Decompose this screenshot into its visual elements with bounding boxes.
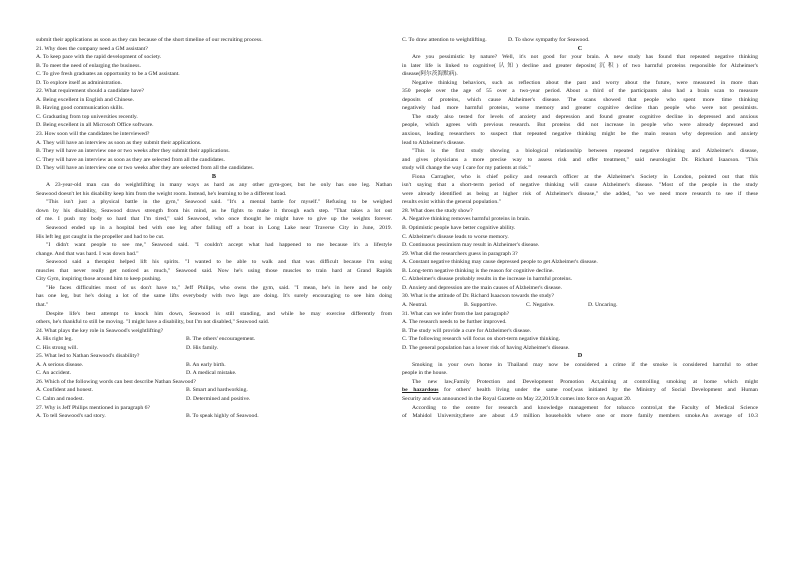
paragraph-line: Security and was announced in the Royal Gazette on May 22,2019.It comes into force on August 20. — [402, 395, 632, 402]
paragraph-line: change. And that was hard. I was down bad." — [36, 250, 139, 257]
paragraph-line: City Gym, inspiring those around him to keep pushing. — [36, 276, 162, 283]
paragraph-line: study will change the way I care for my patients at risk." — [402, 165, 531, 172]
option-text: A. Neutral. — [402, 301, 428, 308]
question-text: 26. Which of the following words can best describe Nathan Seawood? — [36, 378, 196, 385]
question-text: 24. What plays the key role in Seawood's weightlifting? — [36, 327, 164, 334]
question-line: B. They will have an interview one or two weeks after they submit their applications. — [36, 148, 230, 155]
paragraph-line: of me. I push my body so hard that I'm tired," said Seawood, who once thought he might have to give up the weights forever. — [36, 216, 392, 223]
option-text: B. Optimistic people have better cognitive ability. — [402, 225, 516, 232]
paragraph-line: Smoking in your own home in Thailand may now be considered a crime if the smoke is considered harmful to other — [412, 361, 758, 368]
option-text: B. Smart and hardworking. — [186, 387, 248, 394]
paragraph-line: lead to Alzheimer's disease. — [402, 139, 465, 146]
paragraph-line: Negative thinking behaviors, such as reflection about the past and worry about the future, were measured in more than — [412, 79, 758, 86]
paragraph-text: for others' health living under the same roof,was initiated by the Ministry of Social Development and Human — [438, 387, 758, 394]
paragraph-line: in later life is linked to cognitive(认知) decline and greater deposits(沉积) of two harmful proteins responsible for Alzheimer's — [402, 62, 758, 69]
paragraph-line — [402, 386, 758, 395]
option-row — [36, 386, 392, 395]
paragraph-line: Seawood ended up in a hospital bed with one leg after falling off a boat in Long Lake near Traverse City in June, 2019. — [46, 225, 392, 232]
paragraph-line: others, he's thankful to still be moving. "I might have a disability, but I'm not disabled," Seawood said. — [36, 319, 270, 326]
left-column — [36, 36, 392, 558]
option-text: B. An early birth. — [186, 361, 226, 368]
paragraph-line: deposits of proteins, which cause Alzheimer's disease. The scans showed that people who spent more time thinking — [402, 96, 758, 103]
section-heading: D — [577, 352, 583, 360]
paragraph-line: results exist within the general population." — [402, 199, 501, 206]
question-line: C. Graduating from top universities recently. — [36, 113, 138, 120]
paragraph-line: A 23-year-old man can do weightlifting in many ways as hard as any other gym-goer, but he only has one leg. Nathan — [46, 182, 392, 189]
option-row — [36, 369, 392, 378]
paragraph-line: people, which agrees with previous research. But proteins did not increase in people who were already depressed and — [402, 122, 758, 129]
paragraph-line: and gives physicians a more precise way to assess risk and offer treatment," said neurologist Dr. Richard Isaacson. "This — [402, 156, 758, 163]
option-row — [36, 395, 392, 404]
paragraph-line: Fiona Carragher, who is chief policy and research officer at the Alzheimer's Society in London, pointed out that this — [412, 173, 758, 180]
paragraph-line: that." — [36, 301, 49, 308]
option-text: D. Anxiety and depression are the main causes of Alzheimer's disease. — [402, 284, 562, 291]
option-text: A. The research needs to be further improved. — [402, 319, 507, 326]
option-text: D. Uncaring. — [588, 301, 618, 308]
paragraph-line: According to the centre for research and knowledge management for tobacco control,at the Faculty of Medical Science — [412, 404, 758, 411]
paragraph-line: negatively had more harmful proteins, worse memory and greater cognitive decline than people who were not pessimists. — [402, 105, 758, 112]
option-text: C. His strong will. — [36, 344, 78, 351]
option-text: D. To show sympathy for Seawood. — [508, 37, 590, 43]
option-row — [36, 361, 392, 370]
paragraph-line: "This isn't just a physical battle in the gym," Seawood said. "It's a mental battle for myself." Refusing to be weighed — [46, 199, 392, 206]
option-text: D. Determined and positive. — [186, 395, 251, 402]
question-text: 28. What does the study show? — [402, 207, 473, 214]
question-line: B. Having good communication skills. — [36, 105, 124, 112]
option-row — [402, 301, 758, 310]
paragraph-line: Seawood doesn't let his disability keep him from the weight room. Instead, he's learning to be a different load. — [36, 190, 287, 197]
paragraph-line: muscles that never really get noticed as much," Seawood said. Now he's using those muscles to train hard at Grand Rapids — [36, 267, 392, 274]
paragraph-line: were already identified as being at higher risk of Alzheimer's disease," she added, "so we need more research to see if these — [402, 190, 758, 197]
paragraph-line: Are you pessimistic by nature? Well, it's not good for your brain. A new study has found that repeated negative thinking — [412, 54, 758, 61]
right-column — [402, 36, 758, 558]
question-line: D. Being excellent in all Microsoft Office software. — [36, 122, 154, 129]
question-line: D. They will have an interview one or two weeks after they are selected from all the candidates. — [36, 165, 254, 172]
option-row — [402, 36, 758, 45]
paragraph-line: of Mahidol University,there are about 4.9 million households where one or more family members smoke.An average of 10.3 — [402, 413, 758, 420]
paragraph-line: His left leg got caught in the propeller and had to be cut. — [36, 233, 165, 240]
option-row — [36, 344, 392, 353]
option-text: A. His right leg. — [36, 336, 73, 343]
paragraph-line: Seawood said a therapist helped lift his spirits. "I wanted to be able to walk and that was difficult because I'm using — [46, 259, 392, 266]
option-text: D. His family. — [186, 344, 219, 351]
paragraph-line: isn't saying that a short-term period of negative thinking will cause Alzheimer's disease. "Most of the people in the study — [402, 182, 758, 189]
option-text: A. To tell Seawood's sad story. — [36, 413, 106, 420]
option-text: C. Calm and modest. — [36, 395, 84, 402]
paragraph-line: has one leg, but he's doing a lot of the same lifts everybody with two legs are doing. It's surely encouraging to see him doing — [36, 293, 392, 300]
question-line: A. They will have an interview as soon as they submit their applications. — [36, 139, 202, 146]
question-text: 30. What is the attitude of Dr. Richard Isaacson towards the study? — [402, 293, 554, 300]
paragraph-line: The study also tested for levels of anxiety and depression and found greater cognitive decline in depressed and anxious — [412, 113, 758, 120]
question-line: A. To keep pace with the rapid development of society. — [36, 54, 162, 61]
option-text: B. Long-term negative thinking is the reason for cognitive decline. — [402, 267, 554, 274]
option-text: A. Confident and honest. — [36, 387, 94, 394]
question-line: A. Being excellent in English and Chinese. — [36, 96, 134, 103]
option-text: A. Constant negative thinking may cause depressed people to get Alzheimer's disease. — [402, 259, 598, 266]
question-line: C. To give fresh graduates an opportunity to be a GM assistant. — [36, 71, 180, 78]
paragraph-line: The new law,Family Protection and Development Promotion Act,aiming at controlling smoking at home which might — [412, 378, 758, 385]
question-text: 29. What did the researchers guess in paragraph 3? — [402, 250, 518, 257]
option-text: C. To draw attention to weightlifting. — [402, 37, 487, 43]
option-text: C. An accident. — [36, 370, 72, 377]
option-text: D. The general population has a lower risk of having Alzheimer's disease. — [402, 344, 570, 351]
paragraph-line: Despite life's best attempt to knock him down, Seawood is still standing, and while he may exercise differently from — [46, 310, 392, 317]
section-heading: B — [211, 172, 217, 180]
option-text: A. A serious disease. — [36, 361, 84, 368]
question-line: 21. Why does the company need a GM assistant? — [36, 45, 148, 52]
section-heading: C — [577, 44, 583, 52]
paragraph-line: people in the house. — [402, 370, 448, 377]
option-row — [36, 335, 392, 344]
option-text: C. Negative. — [526, 301, 555, 308]
question-line: 22. What requirement should a candidate have? — [36, 88, 145, 95]
question-line: 23. How soon will the candidates be interviewed? — [36, 131, 150, 138]
question-text: 25. What led to Nathan Seawood's disability? — [36, 353, 140, 360]
text-line: submit their applications as soon as they can because of the short timeline of our recruiting process. — [36, 37, 263, 43]
paragraph-line: down by his disability, Seawood draws strength from his mind, as he fights to make it through each step. "That takes a lot out — [36, 207, 392, 214]
underlined-bold-phrase: be hazardous — [402, 387, 439, 394]
option-text: C. Alzheimer's disease probably results in the increase in harmful proteins. — [402, 276, 573, 283]
option-text: B. The study will provide a cure for Alzheimer's disease. — [402, 327, 532, 334]
option-row — [36, 412, 392, 421]
question-line: B. To meet the need of enlarging the business. — [36, 62, 141, 69]
paragraph-line: "This is the first study showing a biological relationship between repeated negative thinking and Alzheimer's disease, — [412, 148, 758, 155]
paragraph-line: disease(阿尔茨海默病). — [402, 71, 458, 78]
option-text: D. A medical mistake. — [186, 370, 237, 377]
option-text: A. Negative thinking removes harmful proteins in brain. — [402, 216, 531, 223]
paragraph-line: "He faces difficulties most of us don't have to," Jeff Philips, who owns the gym, said. "I mean, he's in here and he only — [46, 284, 392, 291]
question-line: D. To explore itself as administration. — [36, 79, 122, 86]
option-text: D. Continuous pessimism may result in Alzheimer's disease. — [402, 242, 540, 249]
paragraph-line: anxious, leading researchers to suspect that repeated negative thinking might be the main reason why depression and anxiety — [402, 131, 758, 138]
option-text: C. Alzheimer's disease leads to worse memory. — [402, 233, 509, 240]
question-text: 31. What can we infer from the last paragraph? — [402, 310, 510, 317]
question-text: 27. Why is Jeff Philips mentioned in paragraph 6? — [36, 404, 150, 411]
option-text: B. Supportive. — [464, 301, 498, 308]
option-text: B. The others' encouragement. — [186, 336, 256, 343]
option-text: B. To speak highly of Seawood. — [186, 413, 259, 420]
question-line: C. They will have an interview as soon as they are selected from all the candidates. — [36, 156, 225, 163]
paragraph-line: 350 people over the age of 55 over a two-year period. About a third of the participants also had a brain scan to measure — [402, 88, 758, 95]
option-text: C. The following research will focus on short-term negative thinking. — [402, 336, 561, 343]
paragraph-line: "I didn't want people to see me," Seawood said. "I couldn't accept what had happened to me because it's a lifestyle — [46, 242, 392, 249]
